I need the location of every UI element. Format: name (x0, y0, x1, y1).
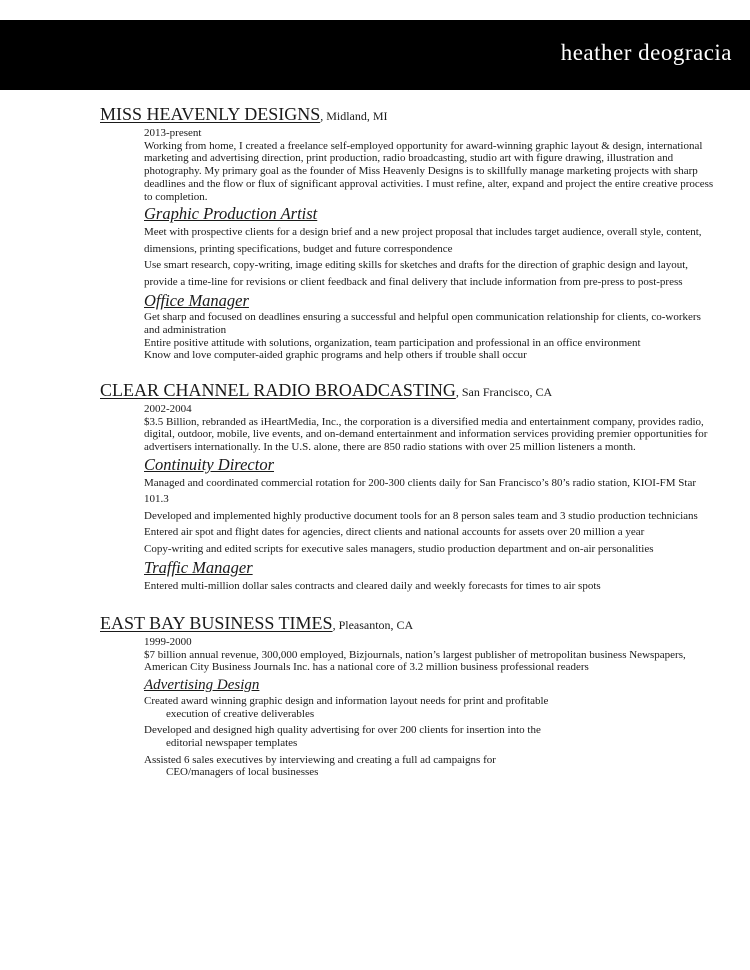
duty-item: Copy-writing and edited scripts for executive sales managers, studio production department and on-air personalities (144, 542, 654, 555)
company-line (0, 379, 750, 403)
duty-line: Created award winning graphic design and information layout needs for print and profitable (144, 694, 549, 707)
job-body (0, 403, 719, 595)
company-name: CLEAR CHANNEL RADIO BROADCASTING (100, 380, 456, 401)
resume-owner-name: heather deogracia (560, 40, 732, 65)
duty-item: Managed and coordinated commercial rotation for 200-300 clients daily for San Francisco’s 80’s radio station, KIOI-FM Star 101.3 (144, 476, 697, 506)
job-section (0, 612, 750, 779)
role-title: Continuity Director (144, 454, 275, 474)
duty-item: Developed and implemented highly productive document tools for an 8 person sales team and 3 studio production technicians (144, 509, 698, 522)
job-years: 1999-2000 (144, 635, 192, 648)
duty-line-continued: execution of creative deliverables (166, 707, 315, 720)
duty-item: Entire positive attitude with solutions, organization, team participation and professional in an office environment (144, 336, 641, 349)
company-location: , Midland, MI (320, 109, 388, 123)
duty-item: Use smart research, copy-writing, image editing skills for sketches and drafts for the direction of graphic design and layout, provide a time-line for revisions or client feedback and final delivery that include information from pre-press to post-press (144, 259, 689, 288)
duty-line: Developed and designed high quality advertising for over 200 clients for insertion into the (144, 724, 541, 737)
job-section (0, 379, 750, 595)
job-section (0, 103, 750, 362)
role-title: Office Manager (144, 291, 249, 311)
duty-item: Get sharp and focused on deadlines ensuring a successful and helpful open communication relationship for clients, co-workers and administration (144, 311, 701, 336)
duty-line: Assisted 6 sales executives by interviewing and creating a full ad campaigns for (144, 753, 496, 766)
company-name: EAST BAY BUSINESS TIMES (100, 612, 333, 633)
job-years: 2002-2004 (144, 403, 192, 416)
company-line (0, 103, 750, 127)
company-name: MISS HEAVENLY DESIGNS (100, 104, 321, 124)
duty-item (144, 754, 719, 779)
duty-item: Entered air spot and flight dates for agencies, direct clients and national accounts for assets over 20 million a year (144, 526, 645, 539)
job-description: $3.5 Billion, rebranded as iHeartMedia, Inc., the corporation is a diversified media and entertainment company, provides radio, digital, outdoor, mobile, live events, and on-demand entertainment and information services providing premier opportunities for advertisers internationally. In the U.S. alone, there are 850 radio stations with over 25 million listeners a month. (144, 415, 708, 454)
duty-item (144, 695, 719, 720)
role-title: Graphic Production Artist (144, 204, 318, 224)
header-bar (0, 20, 750, 90)
duty-item: Entered multi-million dollar sales contracts and cleared daily and weekly forecasts for times to air spots (144, 580, 601, 593)
duty-line-continued: editorial newspaper templates (166, 737, 298, 750)
job-description: Working from home, I created a freelance self-employed opportunity for award-winning graphic layout & design, international marketing and advertising direction, print production, radio broadcasting, studio art with figure drawing, illustration and photography. My primary goal as the founder of Miss Heavenly Designs is to skillfully manage marketing projects with sharp deadlines and the flow or flux of significant approval activities. I must refine, alter, expand and project the entire creative process to completion. (144, 139, 714, 203)
company-line (0, 612, 750, 636)
company-location: , San Francisco, CA (455, 385, 553, 400)
duty-item (144, 724, 719, 749)
job-body (0, 636, 719, 779)
duty-item: Meet with prospective clients for a design brief and a new project proposal that includes target audience, overall style, content, dimensions, printing specifications, budget and future correspondence (144, 226, 702, 255)
job-body (0, 127, 719, 362)
job-description: $7 billion annual revenue, 300,000 employed, Bizjournals, nation’s largest publisher of metropolitan business Newspapers, American City Business Journals Inc. has a national core of 3.2 million business professional readers (144, 648, 686, 674)
job-years: 2013-present (144, 127, 202, 139)
resume-content (0, 103, 750, 779)
duty-line-continued: CEO/managers of local businesses (166, 766, 319, 779)
company-location: , Pleasanton, CA (332, 617, 414, 632)
role-title: Traffic Manager (144, 558, 253, 578)
duty-item: Know and love computer-aided graphic programs and help others if trouble shall occur (144, 349, 527, 362)
role-title: Advertising Design (144, 676, 260, 693)
